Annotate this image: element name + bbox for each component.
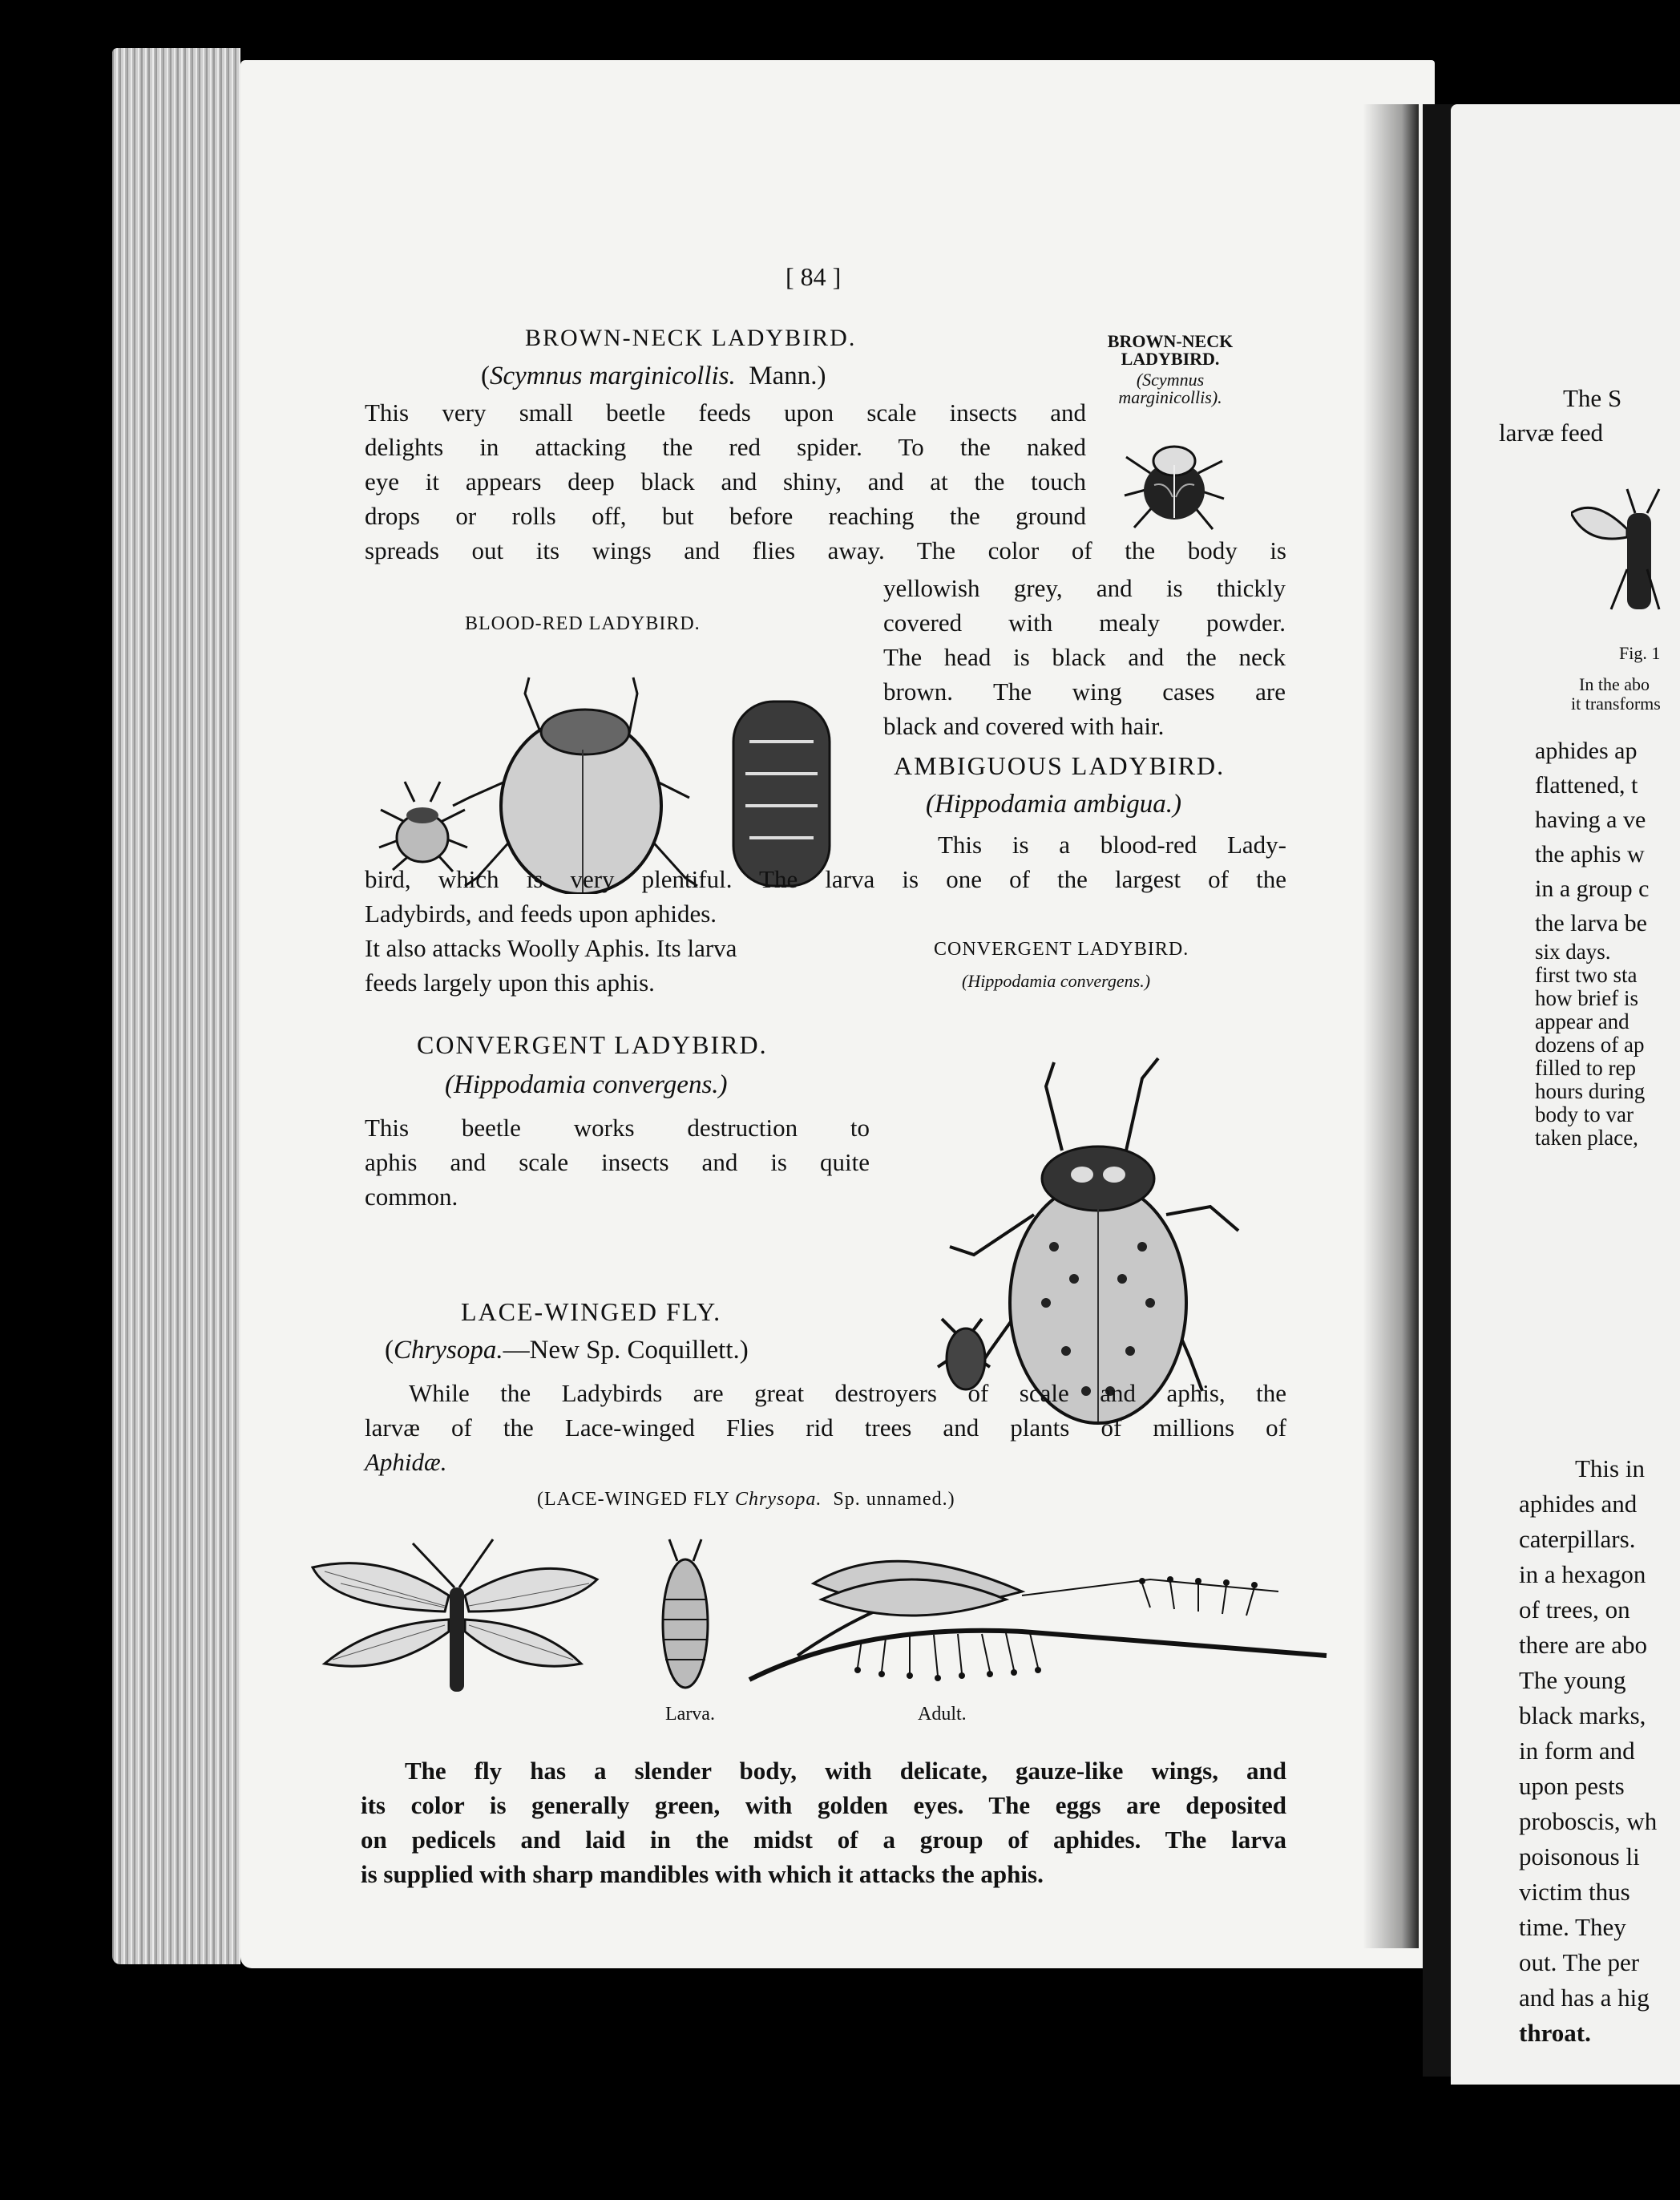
convergent-caption-sci: (Hippodamia convergens.) xyxy=(962,971,1151,991)
body-line: spreads out its wings and flies away. The color of the body is xyxy=(365,536,1286,564)
page-gutter-shadow xyxy=(1363,104,1419,1948)
body-line: This beetle works destruction to xyxy=(365,1114,870,1142)
body-line: This very small beetle feeds upon scale insects and xyxy=(365,398,1086,427)
side-caption-line1: BROWN-NECK xyxy=(1107,331,1234,351)
ambiguous-sci-name: (Hippodamia ambigua.) xyxy=(926,790,1181,819)
convergent-sci-name: (Hippodamia convergens.) xyxy=(445,1070,728,1099)
body-line: is supplied with sharp mandibles with which it attacks the aphis. xyxy=(361,1860,1044,1888)
convergent-heading: CONVERGENT LADYBIRD. xyxy=(417,1030,768,1059)
body-line: drops or rolls off, but before reaching the ground xyxy=(365,502,1086,530)
body-line: This is a blood-red Lady- xyxy=(938,831,1286,859)
body-line: Ladybirds, and feeds upon aphides. xyxy=(365,900,717,928)
body-line: on pedicels and laid in the midst of a group of aphides. The larva xyxy=(361,1826,1286,1854)
book-page-edges xyxy=(112,48,240,1964)
lace-winged-sci-rest: —New Sp. Coquillett. xyxy=(503,1336,740,1365)
blood-red-ladybird-figure xyxy=(373,637,838,894)
lace-winged-heading: LACE-WINGED FLY. xyxy=(461,1297,722,1326)
body-line: While the Ladybirds are great destroyers of scale and aphis, the xyxy=(409,1379,1286,1407)
brown-neck-sci-name: Scymnus marginicollis. xyxy=(490,362,736,390)
convergent-caption: CONVERGENT LADYBIRD. xyxy=(934,939,1189,960)
book-spine xyxy=(1423,104,1455,2077)
side-caption-sci1: (Scymnus xyxy=(1136,370,1205,390)
side-caption-sci2: marginicollis). xyxy=(1118,387,1222,407)
body-line: eye it appears deep black and shiny, and at the touch xyxy=(365,467,1086,495)
brown-neck-authority: Mann. xyxy=(749,362,818,390)
brown-neck-sci-line: (Scymnus marginicollis. Mann.) xyxy=(481,362,826,390)
page-number: [ 84 ] xyxy=(785,262,842,291)
larva-label: Larva. xyxy=(665,1704,715,1725)
body-line: It also attacks Woolly Aphis. Its larva xyxy=(365,934,737,962)
lace-winged-fly-figure xyxy=(301,1535,1335,1696)
brown-neck-heading: BROWN-NECK LADYBIRD. xyxy=(525,325,857,351)
body-line: black and covered with hair. xyxy=(883,712,1165,740)
body-line: covered with mealy powder. xyxy=(883,609,1286,637)
right-fig-note-1: In the abo xyxy=(1579,674,1650,694)
right-line: The S xyxy=(1563,384,1622,412)
right-fig-note-2: it transforms xyxy=(1571,694,1661,714)
body-line: Aphidæ. xyxy=(365,1448,447,1476)
lace-winged-sci-name: Chrysopa. xyxy=(394,1336,503,1365)
convergent-ladybird-figure xyxy=(926,1014,1262,1431)
body-line: yellowish grey, and is thickly xyxy=(883,574,1286,602)
right-fly-figure xyxy=(1571,481,1680,617)
brown-neck-beetle-figure xyxy=(1118,425,1230,537)
body-line: bird, which is very plentiful. The larva is one of the largest of the xyxy=(365,865,1286,893)
body-line: brown. The wing cases are xyxy=(883,677,1286,706)
right-lower-first: This in xyxy=(1575,1454,1645,1482)
blood-red-caption: BLOOD-RED LADYBIRD. xyxy=(465,613,701,634)
side-caption-line2: LADYBIRD. xyxy=(1121,349,1220,369)
body-line: The fly has a slender body, with delicate, gauze-like wings, and xyxy=(405,1757,1286,1785)
lace-winged-figure-caption: (LACE-WINGED FLY Chrysopa. Sp. unnamed.) xyxy=(537,1489,955,1510)
right-fig-caption: Fig. 1 xyxy=(1619,643,1661,663)
body-line: common. xyxy=(365,1183,458,1211)
body-line: The head is black and the neck xyxy=(883,643,1286,671)
brown-neck-side-caption xyxy=(1094,333,1246,406)
body-line: larvæ of the Lace-winged Flies rid trees and plants of millions of xyxy=(365,1413,1286,1442)
left-page xyxy=(240,60,1435,1968)
body-line: delights in attacking the red spider. To the naked xyxy=(365,433,1086,461)
body-line: aphis and scale insects and is quite xyxy=(365,1148,870,1176)
body-line: its color is generally green, with golden eyes. The eggs are deposited xyxy=(361,1791,1286,1819)
body-line: feeds largely upon this aphis. xyxy=(365,969,655,997)
right-lower-text: aphides and caterpillars. in a hexagon of trees, on there are abo The young black marks, in form and upon pests proboscis, wh poisonous li victim thus time. They out. The per and has a hig throat. xyxy=(1519,1490,1658,2047)
right-line: larvæ feed xyxy=(1499,419,1603,447)
right-page xyxy=(1451,104,1680,2085)
right-column-small-text: six days. first two sta how brief is appear and dozens of ap filled to rep hours during body to var taken place, xyxy=(1535,940,1646,1150)
lace-winged-sci-line: (Chrysopa.—New Sp. Coquillett.) xyxy=(385,1336,749,1365)
right-column-text: aphides ap flattened, t having a ve the aphis w in a group c the larva be xyxy=(1535,738,1650,936)
ambiguous-heading: AMBIGUOUS LADYBIRD. xyxy=(894,751,1226,780)
adult-label: Adult. xyxy=(918,1704,967,1725)
